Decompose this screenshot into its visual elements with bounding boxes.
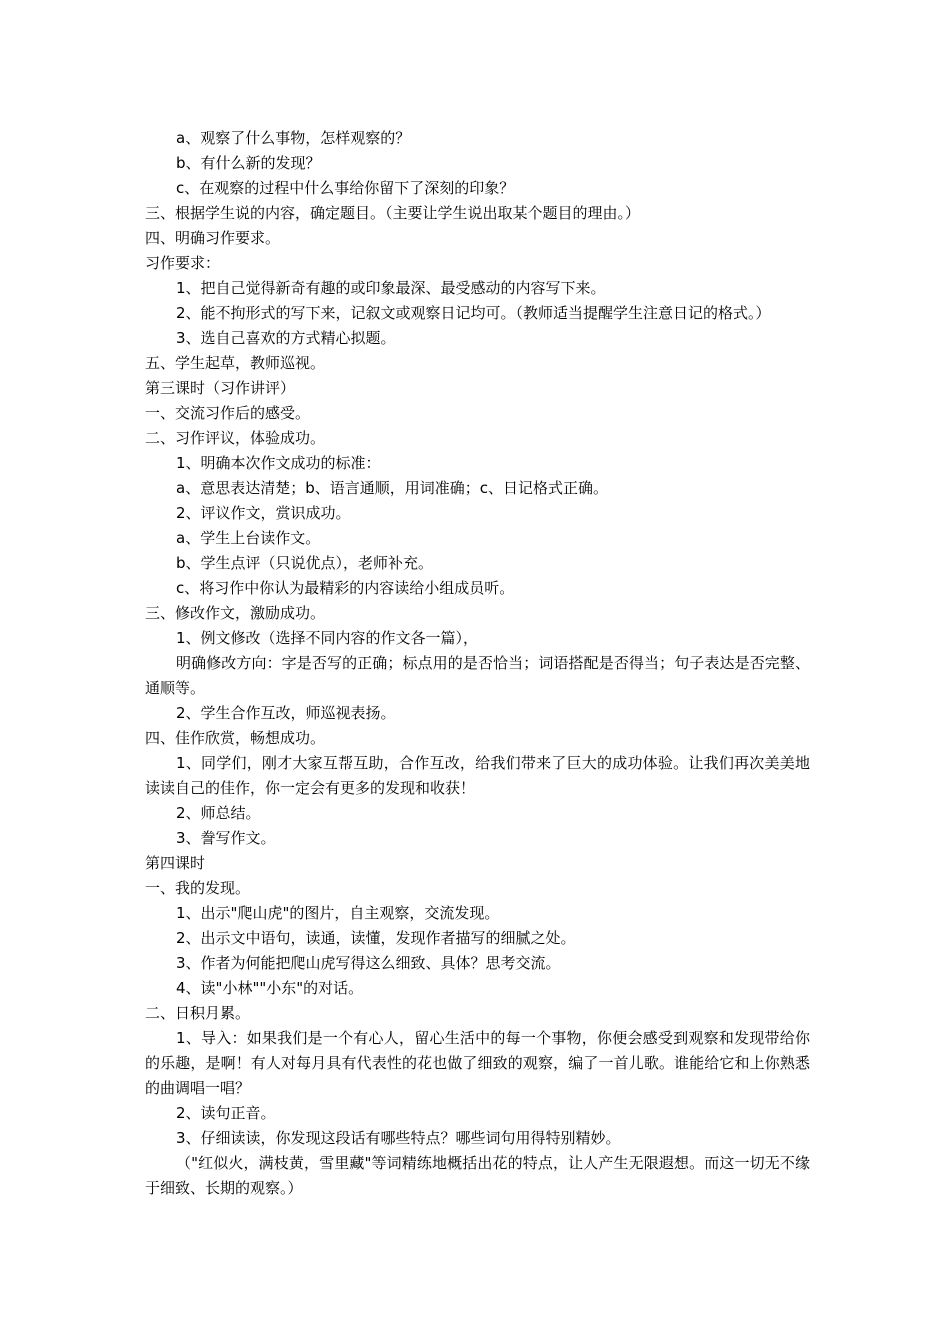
section-heading: 四、佳作欣赏，畅想成功。 [145,729,326,747]
section-heading: 四、明确习作要求。 [145,229,281,247]
text-line: c、在观察的过程中什么事给你留下了深刻的印象？ [176,179,515,197]
text-line: 2、读句正音。 [176,1104,276,1122]
text-line: b、学生点评（只说优点），老师补充。 [176,554,434,572]
text-line: 3、誊写作文。 [176,829,276,847]
section-heading: 一、我的发现。 [145,879,251,897]
text-paragraph: 2、能不拘形式的写下来，记叙文或观察日记均可。（教师适当提醒学生注意日记的格式。） [176,304,771,322]
text-line: a、学生上台读作文。 [176,529,321,547]
document-body [145,126,810,1201]
text-line: 2、师总结。 [176,804,261,822]
text-line: 1、把自己觉得新奇有趣的或印象最深、最受感动的内容写下来。 [176,279,606,297]
text-paragraph: 明确修改方向：字是否写的正确；标点用的是否恰当；词语搭配是否得当；句子表达是否完整、通顺等。 [145,654,810,697]
section-heading: 二、日积月累。 [145,1004,251,1022]
text-line: 3、仔细读读，你发现这段话有哪些特点？哪些词句用得特别精妙。 [176,1129,621,1147]
text-line: a、意思表达清楚；b、语言通顺，用词准确；c、日记格式正确。 [176,479,608,497]
text-line: 2、出示文中语句，读通，读懂，发现作者描写的细腻之处。 [176,929,576,947]
text-line: 3、选自己喜欢的方式精心拟题。 [176,329,396,347]
text-paragraph: （"红似火，满枝黄，雪里藏"等词精练地概括出花的特点，让人产生无限遐想。而这一切无不缘于细致、长期的观察。） [145,1154,810,1197]
text-line: c、将习作中你认为最精彩的内容读给小组成员听。 [176,579,515,597]
text-line: 习作要求： [145,254,221,272]
lesson-heading: 第三课时（习作讲评） [145,379,296,397]
section-heading: 一、交流习作后的感受。 [145,404,311,422]
text-line: b、有什么新的发现？ [176,154,321,172]
text-line: 4、读"小林""小东"的对话。 [176,979,364,997]
text-line: 2、学生合作互改，师巡视表扬。 [176,704,396,722]
text-line: 3、作者为何能把爬山虎写得这么细致、具体？思考交流。 [176,954,561,972]
lesson-heading: 第四课时 [145,854,206,872]
section-heading: 五、学生起草，教师巡视。 [145,354,326,372]
section-heading: 三、修改作文，激励成功。 [145,604,326,622]
section-heading: 二、习作评议，体验成功。 [145,429,326,447]
section-heading: 三、根据学生说的内容，确定题目。（主要让学生说出取某个题目的理由。） [145,204,641,222]
text-line: a、观察了什么事物，怎样观察的？ [176,129,411,147]
text-line: 2、评议作文，赏识成功。 [176,504,351,522]
text-paragraph: 1、同学们，刚才大家互帮互助，合作互改，给我们带来了巨大的成功体验。让我们再次美美地读读自己的佳作，你一定会有更多的发现和收获！ [145,754,810,797]
text-paragraph: 1、导入：如果我们是一个有心人，留心生活中的每一个事物，你便会感受到观察和发现带给你的乐趣，是啊！有人对每月具有代表性的花也做了细致的观察，编了一首儿歌。谁能给它和上你熟悉的曲调唱一唱？ [145,1029,810,1097]
text-line: 1、明确本次作文成功的标准： [176,454,381,472]
text-line: 1、出示"爬山虎"的图片，自主观察，交流发现。 [176,904,500,922]
text-line: 1、例文修改（选择不同内容的作文各一篇）， [176,629,479,647]
